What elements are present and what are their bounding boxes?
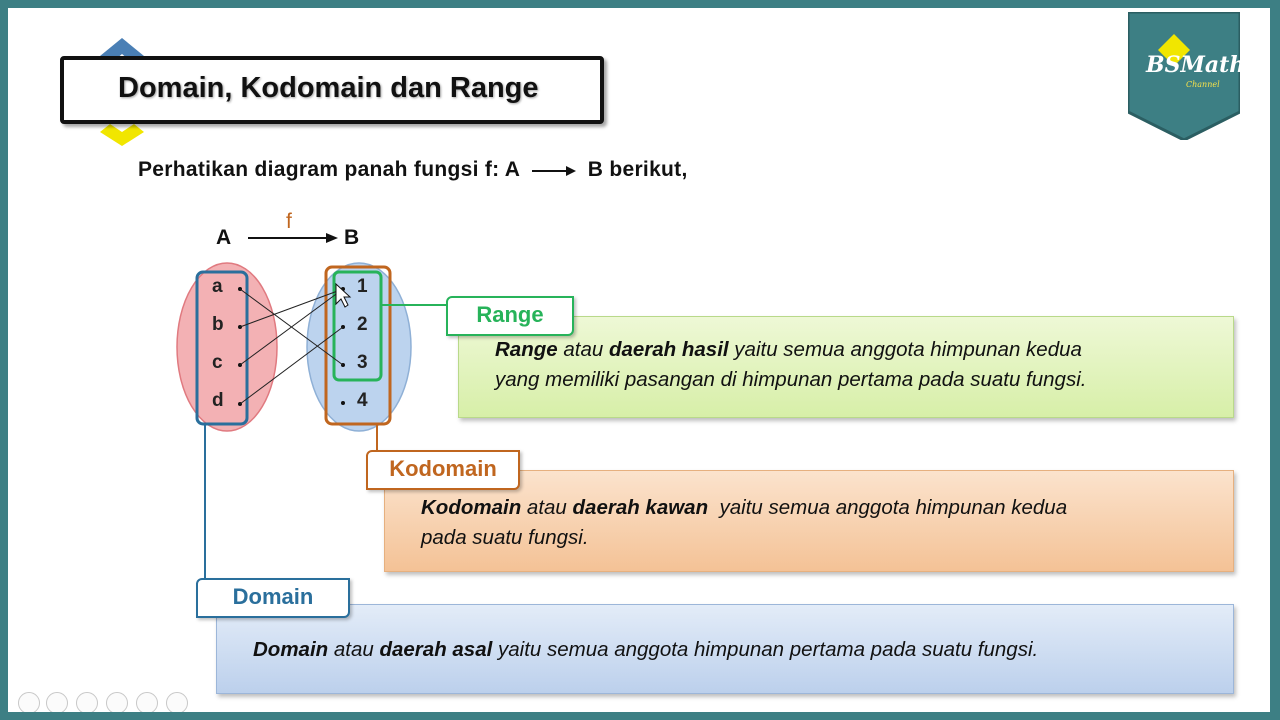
domain-line-1 xyxy=(253,635,1038,665)
kodomain-term-2: daerah kawan xyxy=(572,496,709,519)
intro-before: Perhatikan diagram panah fungsi f: A xyxy=(138,158,520,181)
range-term-2: daerah hasil xyxy=(608,338,729,361)
logo-subtext: Channel xyxy=(1186,80,1220,89)
set-a-element: d xyxy=(212,390,224,411)
kodomain-mid: atau xyxy=(521,496,573,519)
pen-icon[interactable] xyxy=(76,692,98,712)
range-callout xyxy=(458,316,1234,418)
range-line-1 xyxy=(495,335,1082,365)
slides-icon[interactable] xyxy=(106,692,128,712)
domain-term-2: daerah asal xyxy=(379,638,493,661)
kodomain-line-1 xyxy=(421,493,1067,523)
logo-text: BSMath xyxy=(1146,52,1246,78)
kodomain-rest: yaitu semua anggota himpunan kedua xyxy=(708,496,1068,519)
prev-slide-icon[interactable] xyxy=(18,692,40,712)
slide xyxy=(8,8,1270,712)
set-b-element: 1 xyxy=(357,276,368,297)
function-label: f xyxy=(286,210,292,233)
set-b-element: 4 xyxy=(357,390,368,411)
kodomain-line-2: pada suatu fungsi. xyxy=(421,526,589,549)
domain-mid: atau xyxy=(328,638,380,661)
set-a-element: b xyxy=(212,314,224,335)
set-b-label: B xyxy=(344,226,360,249)
domain-tab: Domain xyxy=(196,578,350,618)
set-a-element: a xyxy=(212,276,223,297)
range-line-2: yang memiliki pasangan di himpunan pertama pada suatu fungsi. xyxy=(495,368,1087,391)
set-b-element: 3 xyxy=(357,352,368,373)
domain-rest: yaitu semua anggota himpunan pertama pada suatu fungsi. xyxy=(492,638,1039,661)
range-rest: yaitu semua anggota himpunan kedua xyxy=(728,338,1082,361)
kodomain-term: Kodomain xyxy=(421,496,522,519)
zoom-icon[interactable] xyxy=(136,692,158,712)
intro-after: B berikut, xyxy=(587,158,688,181)
set-a-element: c xyxy=(212,352,223,373)
more-options-icon[interactable] xyxy=(166,692,188,712)
range-term: Range xyxy=(495,338,558,361)
set-a-label: A xyxy=(216,226,232,249)
kodomain-tab: Kodomain xyxy=(366,450,520,490)
domain-callout xyxy=(216,604,1234,694)
range-mid: atau xyxy=(557,338,609,361)
next-slide-icon[interactable] xyxy=(46,692,68,712)
domain-term: Domain xyxy=(253,638,329,661)
set-b-element: 2 xyxy=(357,314,368,335)
range-tab: Range xyxy=(446,296,574,336)
page-title: Domain, Kodomain dan Range xyxy=(118,72,539,104)
